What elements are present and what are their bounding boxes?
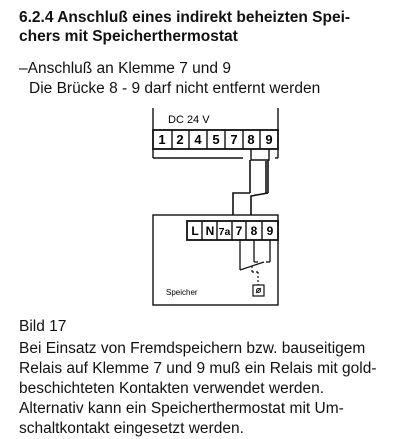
terminal-N: N xyxy=(205,224,215,238)
terminal-7a: 7a xyxy=(218,226,231,238)
paragraph-line-4: Alternativ kann ein Speicherthermostat mit Um- xyxy=(19,400,344,417)
connection-note-line-2: Die Brücke 8 - 9 darf nicht entfernt werden xyxy=(29,80,321,97)
terminal-7-lower: 7 xyxy=(235,224,243,238)
heading-line-2: chers mit Speicherthermostat xyxy=(19,28,238,45)
paragraph-line-3: beschichteten Kontakten verwendet werden. xyxy=(19,380,325,397)
terminal-2: 2 xyxy=(176,132,184,147)
body-paragraph xyxy=(19,339,409,439)
terminal-4: 4 xyxy=(194,132,202,147)
connection-cable xyxy=(233,193,268,215)
paragraph-line-5: schaltkontakt eingesetzt werden. xyxy=(19,420,244,437)
terminal-5: 5 xyxy=(212,132,220,147)
paragraph-line-2: Relais auf Klemme 7 und 9 muß ein Relais mit gold- xyxy=(19,360,377,377)
figure-caption: Bild 17 xyxy=(19,318,67,335)
terminal-8: 8 xyxy=(247,132,255,147)
terminal-1: 1 xyxy=(158,132,166,147)
voltage-label: DC 24 V xyxy=(168,114,210,126)
heading-line-1: 6.2.4 Anschluß eines indirekt beheizten Spei- xyxy=(19,9,351,26)
terminal-9-lower: 9 xyxy=(266,224,274,238)
connection-note-line-1: –Anschluß an Klemme 7 und 9 xyxy=(19,60,231,77)
terminal-L: L xyxy=(191,224,199,238)
terminal-7: 7 xyxy=(230,132,238,147)
paragraph-line-1: Bei Einsatz von Fremdspeichern bzw. bauseitigem xyxy=(19,340,366,357)
storage-label: Speicher xyxy=(166,288,198,297)
terminal-9: 9 xyxy=(265,132,273,147)
terminal-8-lower: 8 xyxy=(250,224,258,238)
